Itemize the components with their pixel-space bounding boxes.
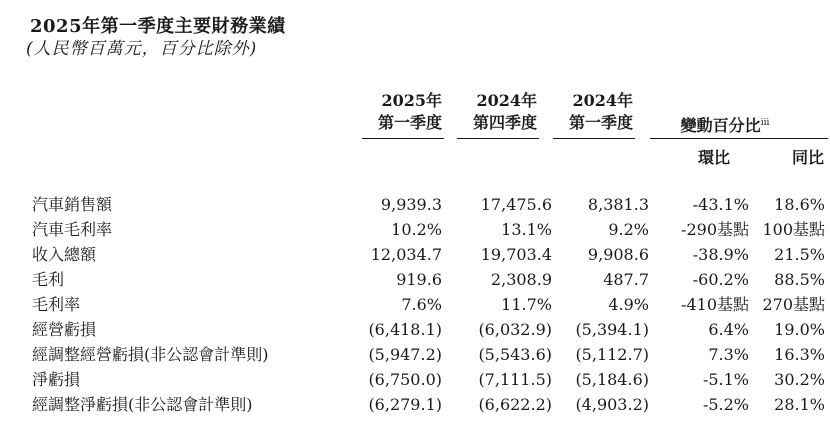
row-value: 270基點 [762, 295, 825, 314]
header-rule-2025-q1 [362, 138, 444, 139]
table-row [32, 317, 825, 342]
row-value: 13.1% [501, 220, 552, 239]
row-value: (5,112.7) [575, 345, 649, 364]
row-label: 經營虧損 [32, 320, 97, 339]
row-value: -290基點 [681, 220, 749, 239]
table-row [32, 292, 825, 317]
table-row [32, 367, 825, 392]
row-value: -5.2% [702, 395, 749, 414]
column-header-2025-q1 [360, 90, 442, 134]
table-body [32, 192, 825, 417]
row-value: (6,750.0) [368, 370, 442, 389]
row-value: (5,947.2) [368, 345, 442, 364]
row-value: 100基點 [762, 220, 825, 239]
row-value: 18.6% [774, 195, 825, 214]
row-value: 919.6 [396, 270, 442, 289]
column-header-year: 2024年 [572, 91, 633, 110]
row-label: 收入總額 [32, 245, 97, 264]
table-row [32, 192, 825, 217]
column-header-quarter: 第四季度 [472, 113, 537, 132]
row-value: (4,903.2) [575, 395, 649, 414]
change-header-superscript: iii [760, 118, 770, 128]
row-value: 30.2% [774, 370, 825, 389]
column-header-2024-q4 [455, 90, 537, 134]
row-label: 經調整淨虧損(非公認會計準則) [32, 395, 253, 414]
column-header-quarter: 第一季度 [377, 113, 442, 132]
row-value: -5.1% [702, 370, 749, 389]
row-value: 2,308.9 [490, 270, 552, 289]
column-header-2024-q1 [551, 90, 633, 134]
table-row [32, 242, 825, 267]
row-value: 4.9% [608, 295, 649, 314]
header-rule-2024-q4 [457, 138, 539, 139]
subhead-yoy: 同比 [791, 148, 824, 167]
header-rule-2024-q1 [553, 138, 635, 139]
change-header-label: 變動百分比$^{iii}$ [680, 116, 770, 135]
row-value: 17,475.6 [480, 195, 552, 214]
row-value: 21.5% [774, 245, 825, 264]
row-value: 11.7% [501, 295, 552, 314]
row-value: -410基點 [681, 295, 749, 314]
table-row [32, 392, 825, 417]
row-value: (5,184.6) [575, 370, 649, 389]
row-value: 9.2% [608, 220, 649, 239]
row-label: 經調整經營虧損(非公認會計準則) [32, 345, 269, 364]
row-value: 7.3% [708, 345, 749, 364]
row-value: (6,418.1) [368, 320, 442, 339]
page-title: 2025年第一季度主要財務業績 [30, 16, 286, 37]
row-value: 12,034.7 [370, 245, 442, 264]
row-value: -38.9% [692, 245, 749, 264]
row-value: 9,908.6 [587, 245, 649, 264]
row-label: 汽車銷售額 [32, 195, 113, 214]
table-row [32, 217, 825, 242]
row-value: 88.5% [774, 270, 825, 289]
row-value: 7.6% [401, 295, 442, 314]
row-value: 10.2% [391, 220, 442, 239]
row-value: 487.7 [603, 270, 649, 289]
row-value: (5,394.1) [575, 320, 649, 339]
column-header-year: 2024年 [476, 91, 537, 110]
row-value: 19,703.4 [480, 245, 552, 264]
row-value: 9,939.3 [380, 195, 442, 214]
row-value: (5,543.6) [478, 345, 552, 364]
row-value: 6.4% [708, 320, 749, 339]
row-value: -60.2% [692, 270, 749, 289]
page-subtitle: (人民幣百萬元，百分比除外) [26, 39, 258, 59]
row-value: 19.0% [774, 320, 825, 339]
subhead-qoq: 環比 [697, 148, 730, 167]
row-value: (7,111.5) [478, 370, 552, 389]
financial-results-table [32, 192, 825, 417]
table-row [32, 342, 825, 367]
row-value: 16.3% [774, 345, 825, 364]
row-label: 毛利率 [32, 295, 81, 314]
column-header-quarter: 第一季度 [568, 113, 633, 132]
row-value: 8,381.3 [587, 195, 649, 214]
table-row [32, 267, 825, 292]
row-label: 汽車毛利率 [32, 220, 113, 239]
row-value: (6,032.9) [478, 320, 552, 339]
row-label: 毛利 [32, 270, 65, 289]
column-header-year: 2025年 [381, 91, 442, 110]
row-value: (6,279.1) [368, 395, 442, 414]
change-header [650, 112, 800, 137]
row-value: -43.1% [692, 195, 749, 214]
header-rule-change [650, 138, 828, 139]
row-label: 淨虧損 [32, 370, 81, 389]
row-value: (6,622.2) [478, 395, 552, 414]
row-value: 28.1% [774, 395, 825, 414]
